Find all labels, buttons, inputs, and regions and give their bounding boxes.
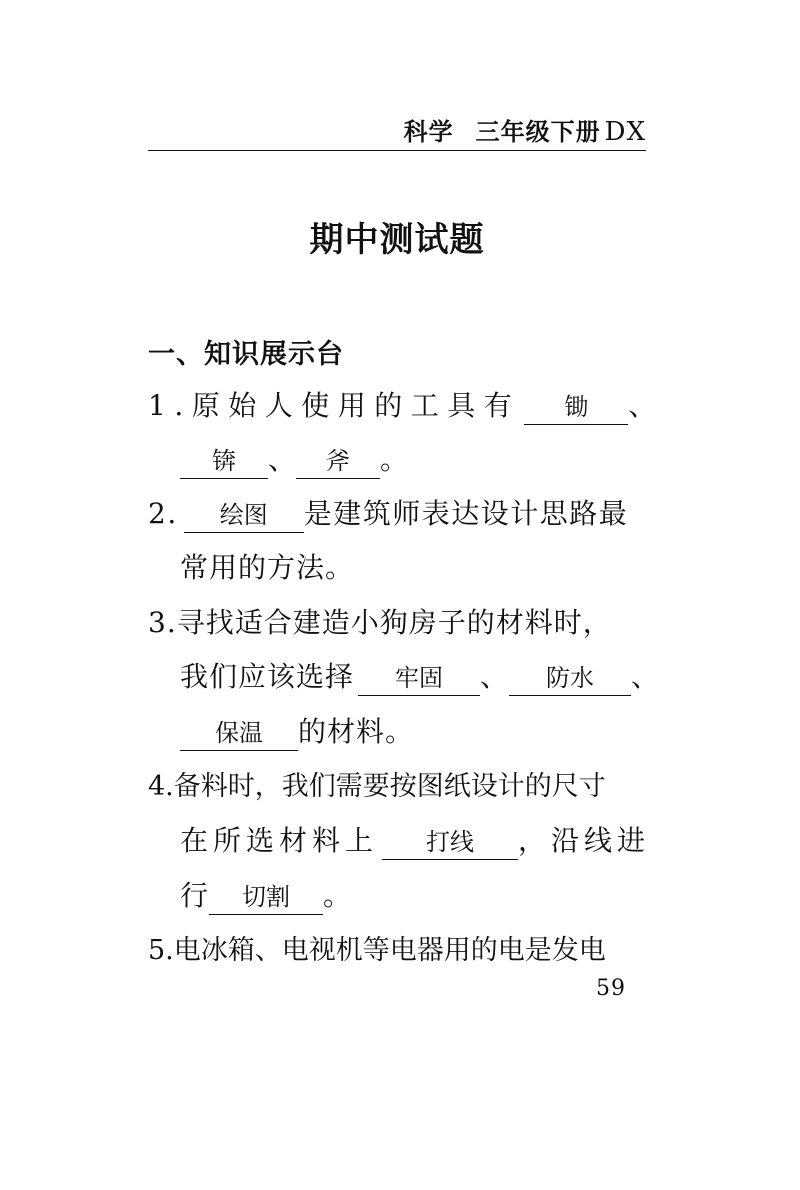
question-3-sep-1: 、 [480, 660, 510, 693]
question-1-number: 1. [148, 389, 192, 422]
question-4-blank-2: 切割 [209, 880, 323, 915]
page-header [148, 112, 646, 147]
question-3-blank-3: 保温 [180, 716, 298, 751]
page-title: 期中测试题 [309, 220, 485, 260]
question-2-number: 2. [148, 497, 178, 530]
header-subject: 科学 [403, 118, 454, 146]
question-4-line-2 [180, 821, 650, 861]
question-3-text-2: 我们应该选择 [180, 660, 355, 693]
question-1-text: 原始人使用的工具有 [191, 389, 521, 422]
question-4-end: 。 [323, 879, 353, 912]
question-4-text-2-end: ，沿线进 [518, 824, 651, 857]
question-1-blank-2: 锛 [180, 444, 268, 479]
question-1-sep-1: 、 [628, 389, 665, 422]
question-2-line-2: 常用的方法。 [180, 551, 355, 584]
question-2-text: 是建筑师表达设计思路最 [303, 497, 629, 530]
page-number: 59 [596, 976, 626, 1001]
question-3-blank-1: 牢固 [358, 661, 480, 696]
question-3-blank-2: 防水 [509, 661, 631, 696]
question-4-blank-1: 打线 [382, 825, 518, 860]
question-3-sep-2: 、 [631, 660, 661, 693]
question-4-number: 4. [148, 771, 174, 802]
question-2-line-1 [148, 494, 628, 534]
question-5-number: 5. [148, 935, 174, 966]
question-4-text-2: 在所选材料上 [180, 824, 379, 857]
question-4-line-3 [180, 876, 352, 916]
header-edition: DX [604, 117, 646, 147]
question-1-end: 。 [380, 443, 409, 476]
question-3-number: 3. [148, 606, 177, 639]
question-1-blank-3: 斧 [296, 444, 380, 479]
question-4-line-1 [148, 767, 606, 807]
question-1-line-1 [148, 386, 665, 426]
question-1-line-2 [180, 440, 408, 480]
question-1-blank-1: 锄 [524, 390, 628, 425]
question-3-line-2 [180, 657, 660, 697]
question-5-text-1: 电冰箱、电视机等电器用的电是发电 [173, 935, 606, 966]
question-4-text-3: 行 [180, 879, 210, 912]
question-3-line-3 [180, 712, 414, 752]
question-3-text-1: 寻找适合建造小狗房子的材料时， [176, 606, 612, 639]
section-heading: 一、知识展示台 [148, 339, 344, 370]
question-3-line-1 [148, 603, 612, 643]
question-1-sep-2: 、 [268, 443, 297, 476]
question-4-text-1: 备料时，我们需要按图纸设计的尺寸 [173, 771, 606, 802]
question-3-end: 的材料。 [298, 715, 415, 748]
header-rule [148, 150, 646, 151]
question-2-blank-1: 绘图 [184, 498, 304, 533]
header-grade: 三年级下册 [475, 118, 601, 146]
question-5-line-1 [148, 931, 606, 971]
